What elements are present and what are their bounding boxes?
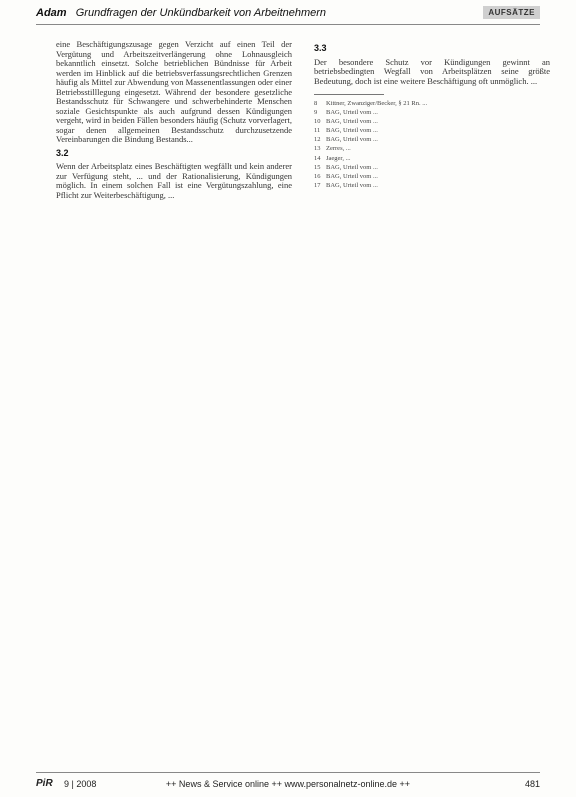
section-badge: AUFSÄTZE bbox=[483, 6, 540, 19]
footnote: 14 Jaeger, ... bbox=[314, 154, 351, 162]
footnote: 15 BAG, Urteil vom ... bbox=[314, 163, 378, 171]
page-number: 481 bbox=[524, 779, 540, 789]
page-footer bbox=[0, 772, 576, 797]
footnote: 12 BAG, Urteil vom ... bbox=[314, 136, 378, 144]
footnote: 8 Kittner, Zwanziger/Becker, § 21 Rn. ... bbox=[314, 100, 428, 107]
footnote: 11 BAG, Urteil vom ... bbox=[314, 127, 378, 135]
right-column bbox=[314, 40, 550, 191]
journal-logo: PiR bbox=[36, 778, 53, 789]
running-title bbox=[36, 7, 326, 19]
footnotes bbox=[314, 100, 550, 189]
section-3-3-label: 3.3 bbox=[314, 43, 327, 53]
intro-paragraph: eine Beschäftigungszusage gegen Verzicht auf einen Teil der Vergütung und Arbeitszeitverlängerung ohne Lohnausgleich bekanntlich einsetzt. Solche betrieblichen Bündnisse für Arbeit werden im Hinblick auf die betriebsverfassungsrechtlichen Grenzen häufig als Mittel zur Abwendung von Massenentlassungen oder einer Betriebsstilllegung eingesetzt. Während der besondere gesetzliche Bestandsschutz für Schwangere und schwerbehinderte Menschen soziale Gesichtspunkte als auch aufgrund dessen Kündigungen vergeht, wird in beiden Fällen besonders häufig (Schutz vorverlagert, sogar denen allgemeinen Bestandsschutz durchzusetzende Vereinbarungen die Bindung Bestands... bbox=[56, 39, 292, 144]
header-author: Adam bbox=[36, 7, 67, 19]
footnote: 16 BAG, Urteil vom ... bbox=[314, 172, 378, 180]
footnote-divider bbox=[314, 94, 384, 95]
page-header bbox=[0, 0, 576, 30]
section-3-2-label: 3.2 bbox=[56, 147, 69, 158]
header-divider bbox=[36, 24, 540, 25]
footnote: 10 BAG, Urteil vom ... bbox=[314, 118, 378, 126]
issue-number: 9 | 2008 bbox=[64, 779, 97, 789]
footer-divider bbox=[36, 772, 540, 773]
section-3-3-body: Der besondere Schutz vor Kündigungen gewinnt an betriebsbedingten Wegfall von Arbeitsplätzen seine größte Bedeutung, doch ist eine weitere Beschäftigung oft unmöglich. ... bbox=[314, 56, 550, 86]
footnote: 9 BAG, Urteil vom ... bbox=[314, 109, 378, 117]
footnote: 17 BAG, Urteil vom ... bbox=[314, 181, 378, 189]
header-title-text: Grundfragen der Unkündbarkeit von Arbeitnehmern bbox=[75, 7, 327, 19]
footer-website[interactable]: ++ News & Service online ++ www.personalnetz-online.de ++ bbox=[165, 779, 411, 789]
footnote: 13 Zerres, ... bbox=[314, 145, 351, 153]
left-column bbox=[56, 40, 292, 202]
section-3-2-body: Wenn der Arbeitsplatz eines Beschäftigten wegfällt und kein anderer zur Verfügung steht, ... und der Rationalisierung, Kündigungen möglich. In einem solchen Fall ist eine Vergütungszahlung, eine Pflicht zur Weiterbeschäftigung, ... bbox=[56, 161, 292, 200]
